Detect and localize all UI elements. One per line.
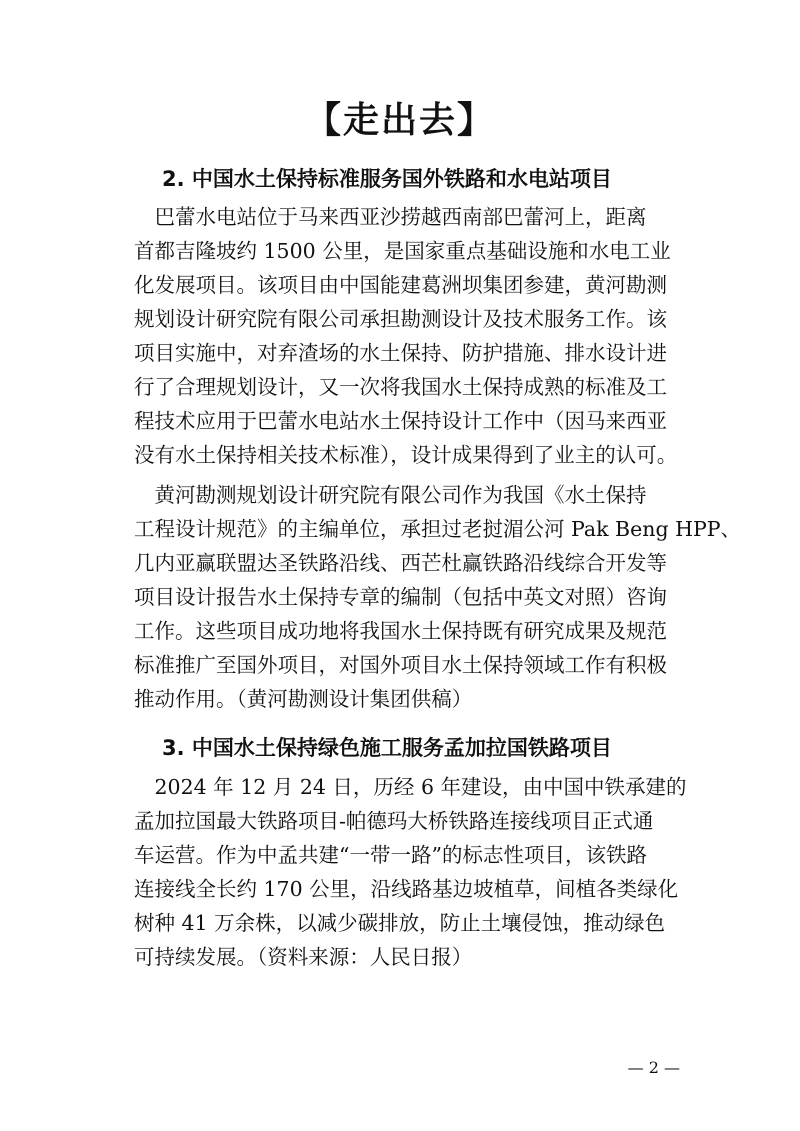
paragraph-line: 项目设计报告水土保持专章的编制（包括中英文对照）咨询 — [134, 585, 667, 609]
paragraph-line: 树种 41 万余株，以减少碳排放，防止土壤侵蚀，推动绿色 — [134, 911, 666, 935]
paragraph-line: 程技术应用于巴蕾水电站水土保持设计工作中（因马来西亚 — [134, 409, 667, 433]
paragraph-line: 规划设计研究院有限公司承担勘测设计及技术服务工作。该 — [134, 307, 667, 331]
paragraph-line: 项目实施中，对弃渣场的水土保持、防护措施、排水设计进 — [134, 341, 667, 365]
paragraph-line: 孟加拉国最大铁路项目-帕德玛大桥铁路连接线项目正式通 — [134, 809, 654, 833]
page-title: 【走出去】 — [304, 100, 495, 141]
paragraph-line: 可持续发展。（资料来源：人民日报） — [134, 945, 473, 969]
paragraph-line: 首都吉隆坡约 1500 公里，是国家重点基础设施和水电工业 — [134, 239, 671, 263]
paragraph-line: 2024 年 12 月 24 日，历经 6 年建设，由中国中铁承建的 — [134, 775, 687, 799]
paragraph-line: 推动作用。（黄河勘测设计集团供稿） — [134, 687, 473, 711]
paragraph-line: 工作。这些项目成功地将我国水土保持既有研究成果及规范 — [134, 619, 667, 643]
section-2-heading: 2. 中国水土保持标准服务国外铁路和水电站项目 — [162, 167, 612, 191]
paragraph-line: 工程设计规范》的主编单位，承担过老挝湄公河 Pak Beng HPP、 — [134, 517, 742, 541]
paragraph-line: 没有水土保持相关技术标准），设计成果得到了业主的认可。 — [134, 443, 678, 467]
section-3-heading: 3. 中国水土保持绿色施工服务孟加拉国铁路项目 — [162, 736, 612, 760]
paragraph-line: 化发展项目。该项目由中国能建葛洲坝集团参建，黄河勘测 — [134, 273, 667, 297]
paragraph-line: 黄河勘测规划设计研究院有限公司作为我国《水土保持 — [134, 483, 647, 507]
paragraph-line: 连接线全长约 170 公里，沿线路基边坡植草，间植各类绿化 — [134, 877, 679, 901]
paragraph-line: 几内亚赢联盟达圣铁路沿线、西芒杜赢铁路沿线综合开发等 — [134, 551, 667, 575]
paragraph-line: 标准推广至国外项目，对国外项目水土保持领域工作有积极 — [134, 653, 667, 677]
paragraph-line: 巴蕾水电站位于马来西亚沙捞越西南部巴蕾河上，距离 — [134, 205, 647, 229]
paragraph-line: 行了合理规划设计，又一次将我国水土保持成熟的标准及工 — [134, 375, 667, 399]
paragraph-line: 车运营。作为中孟共建“一带一路”的标志性项目，该铁路 — [134, 843, 647, 867]
page-number: — 2 — — [627, 1058, 680, 1077]
